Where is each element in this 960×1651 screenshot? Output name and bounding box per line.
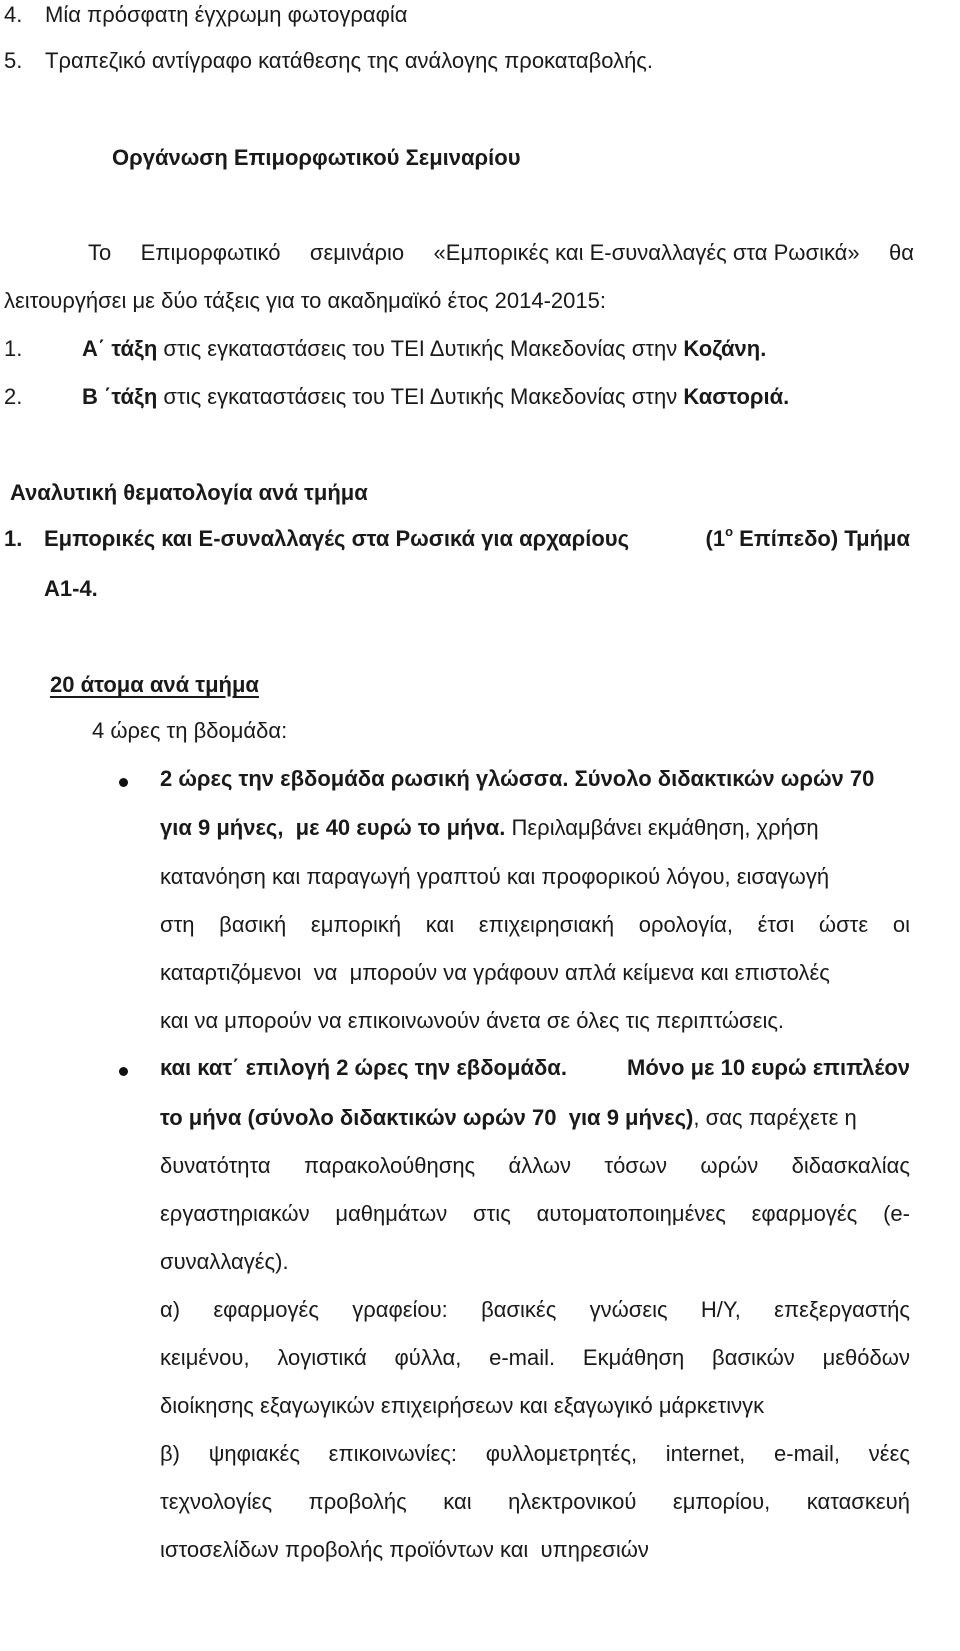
- class-location: στις εγκαταστάσεις του ΤΕΙ Δυτικής Μακεδονίας στην: [157, 384, 684, 409]
- class-item-2: [4, 384, 789, 410]
- bullet1-line-1: 2 ώρες την εβδομάδα ρωσική γλώσσα. Σύνολο διδακτικών ωρών 70: [160, 766, 875, 791]
- text-word: θα: [889, 240, 914, 265]
- seminar-intro-line-2: λειτουργήσει με δύο τάξεις για το ακαδημαϊκό έτος 2014-2015:: [4, 288, 606, 313]
- bullet1-line-3: κατανόηση και παραγωγή γραπτού και προφορικού λόγου, εισαγωγή: [160, 864, 830, 889]
- course-title: «Εμπορικές και Ε-συναλλαγές στα Ρωσικά»: [433, 240, 860, 265]
- bullet1-line-4: στη βασική εμπορική και επιχειρησιακή ορολογία, έτσι ώστε οι: [160, 912, 910, 937]
- subitem-b-line-2: τεχνολογίες προβολής και ηλεκτρονικού εμπορίου, κατασκευή: [160, 1489, 910, 1514]
- subitem-a-line-2: κειμένου, λογιστικά φύλλα, e-mail. Εκμάθηση βασικών μεθόδων: [160, 1345, 910, 1370]
- list-number: 1.: [4, 526, 23, 551]
- subitem-a-line-3: διοίκησης εξαγωγικών επιχειρήσεων και εξαγωγικό μάρκετινγκ: [160, 1393, 765, 1418]
- text-word: Το: [88, 240, 112, 265]
- list-number: 2.: [4, 384, 23, 409]
- class-label: Β ΄τάξη: [82, 384, 158, 409]
- subitem-a-line-1: α) εφαρμογές γραφείου: βασικές γνώσεις Η/Υ, επεξεργαστής: [160, 1297, 910, 1322]
- list-number: 4.: [4, 2, 23, 27]
- seminar-intro-line-1: [88, 240, 914, 266]
- bullet2-line-5: συναλλαγές).: [160, 1249, 289, 1274]
- text-word: σεμινάριο: [309, 240, 405, 265]
- requirement-text: Μία πρόσφατη έγχρωμη φωτογραφία: [45, 2, 408, 27]
- superscript: ο: [725, 524, 734, 539]
- bullet1-line-6: και να μπορούν να επικοινωνούν άνετα σε όλες τις περιπτώσεις.: [160, 1008, 785, 1033]
- bullet1-line-5: καταρτιζόμενοι να μπορούν να γράφουν απλά κείμενα και επιστολές: [160, 960, 830, 985]
- topic-item-1: [4, 526, 910, 552]
- weekly-hours: 4 ώρες τη βδομάδα:: [92, 718, 288, 743]
- bullet1-line-2: για 9 μήνες, με 40 ευρώ το μήνα. Περιλαμβάνει εκμάθηση, χρήση: [160, 815, 819, 840]
- requirement-item-5: [4, 48, 653, 74]
- list-number: 5.: [4, 48, 23, 73]
- price-info: για 9 μήνες, με 40 ευρώ το μήνα.: [160, 815, 506, 840]
- text-word: Επιμορφωτικό: [140, 240, 281, 265]
- subitem-b-line-1: β) ψηφιακές επικοινωνίες: φυλλομετρητές, internet, e-mail, νέες: [160, 1441, 910, 1466]
- group-size: 20 άτομα ανά τμήμα: [50, 672, 259, 697]
- bullet-dot: [119, 1067, 128, 1076]
- topic-level: ($1^o$ Επίπεδο) Τμήμα: [705, 524, 910, 551]
- requirement-text: Τραπεζικό αντίγραφο κατάθεσης της ανάλογης προκαταβολής.: [45, 48, 654, 73]
- section-heading-topics: Αναλυτική θεματολογία ανά τμήμα: [10, 480, 368, 505]
- topic-item-1-code: Α1-4.: [44, 576, 98, 601]
- bullet2-line-4: εργαστηριακών μαθημάτων στις αυτοματοποιημένες εφαρμογές (e-: [160, 1201, 910, 1226]
- price-info: το μήνα (σύνολο διδακτικών ωρών 70 για 9 μήνες): [160, 1105, 694, 1130]
- subitem-b-line-3: ιστοσελίδων προβολής προϊόντων και υπηρεσιών: [160, 1537, 649, 1562]
- requirement-item-4: [4, 2, 408, 28]
- topic-title: 1. Εμπορικές και Ε-συναλλαγές στα Ρωσικά για αρχαρίους: [4, 526, 630, 551]
- bullet-dot: [119, 778, 128, 787]
- bullet2-line-3: δυνατότητα παρακολούθησης άλλων τόσων ωρών διδασκαλίας: [160, 1153, 910, 1178]
- class-location: στις εγκαταστάσεις του ΤΕΙ Δυτικής Μακεδονίας στην: [157, 336, 684, 361]
- bullet2-line-1: και κατ΄ επιλογή 2 ώρες την εβδομάδα. Μόνο με 10 ευρώ επιπλέον: [160, 1055, 910, 1080]
- class-label: Α΄ τάξη: [82, 336, 158, 361]
- class-city: Κοζάνη.: [683, 336, 767, 361]
- class-item-1: [4, 336, 766, 362]
- class-city: Καστοριά.: [683, 384, 790, 409]
- bullet2-line-2: το μήνα (σύνολο διδακτικών ωρών 70 για 9 μήνες), σας παρέχετε η: [160, 1105, 857, 1130]
- list-number: 1.: [4, 336, 23, 361]
- section-heading-seminar: Οργάνωση Επιμορφωτικού Σεμιναρίου: [112, 145, 521, 170]
